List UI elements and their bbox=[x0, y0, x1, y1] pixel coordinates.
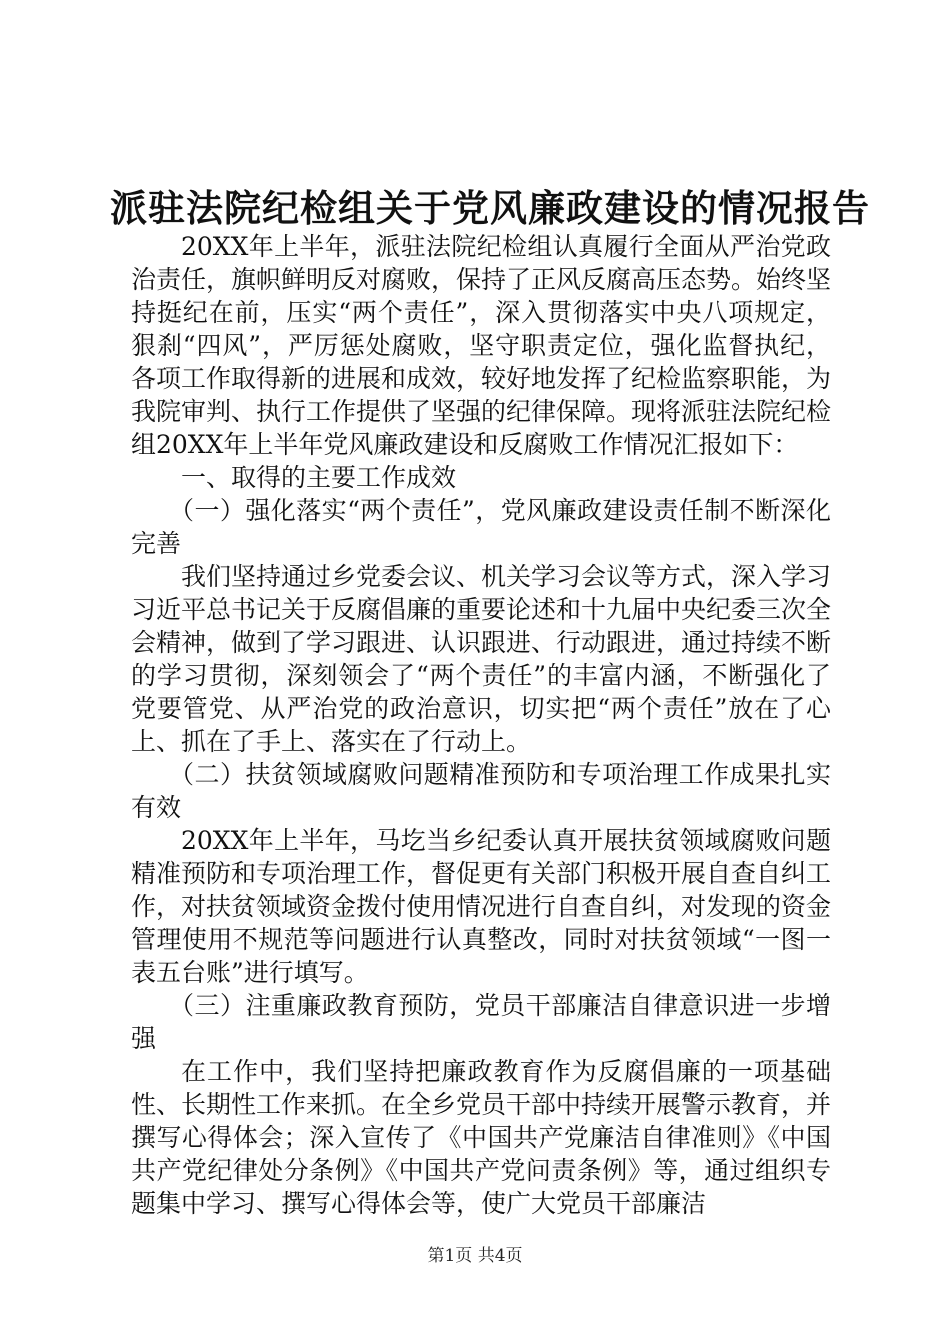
section-heading: 一、取得的主要工作成效 bbox=[181, 463, 457, 492]
document-body bbox=[131, 230, 831, 1220]
document-title: 派驻法院纪检组关于党风廉政建设的情况报告 bbox=[110, 186, 870, 230]
paragraph-intro: 20XX年上半年，派驻法院纪检组认真履行全面从严治党政治责任，旗帜鲜明反对腐败，保持了正风反腐高压态势。始终坚持挺纪在前，压实“两个责任”，深入贯彻落实中央八项规定，狠刹“四风”，严厉惩处腐败，坚守职责定位，强化监督执纪，各项工作取得新的进展和成效，较好地发挥了纪检监察职能，为我院审判、执行工作提供了坚强的纪律保障。现将派驻法院纪检组20XX年上半年党风廉政建设和反腐败工作情况汇报如下： bbox=[131, 232, 832, 459]
subheading-2: （二）扶贫领域腐败问题精准预防和专项治理工作成果扎实有效 bbox=[131, 760, 831, 822]
paragraph-1: 我们坚持通过乡党委会议、机关学习会议等方式，深入学习习近平总书记关于反腐倡廉的重要论述和十九届中央纪委三次全会精神，做到了学习跟进、认识跟进、行动跟进，通过持续不断的学习贯彻，深刻领会了“两个责任”的丰富内涵，不断强化了党要管党、从严治党的政治意识，切实把“两个责任”放在了心上、抓在了手上、落实在了行动上。 bbox=[131, 562, 832, 756]
page-indicator: 第1页 共4页 bbox=[427, 1246, 523, 1266]
subheading-3: （三）注重廉政教育预防，党员干部廉洁自律意识进一步增强 bbox=[131, 991, 831, 1053]
paragraph-3: 在工作中，我们坚持把廉政教育作为反腐倡廉的一项基础性、长期性工作来抓。在全乡党员干部中持续开展警示教育，并撰写心得体会；深入宣传了《中国共产党廉洁自律准则》《中国共产党纪律处分条例》《中国共产党问责条例》等，通过组织专题集中学习、撰写心得体会等，使广大党员干部廉洁 bbox=[131, 1057, 832, 1218]
paragraph-2: 20XX年上半年，马圪当乡纪委认真开展扶贫领域腐败问题精准预防和专项治理工作，督促更有关部门积极开展自查自纠工作，对扶贫领域资金拨付使用情况进行自查自纠，对发现的资金管理使用不规范等问题进行认真整改，同时对扶贫领域“一图一表五台账”进行填写。 bbox=[131, 826, 832, 987]
subheading-1: （一）强化落实“两个责任”，党风廉政建设责任制不断深化完善 bbox=[131, 496, 831, 558]
